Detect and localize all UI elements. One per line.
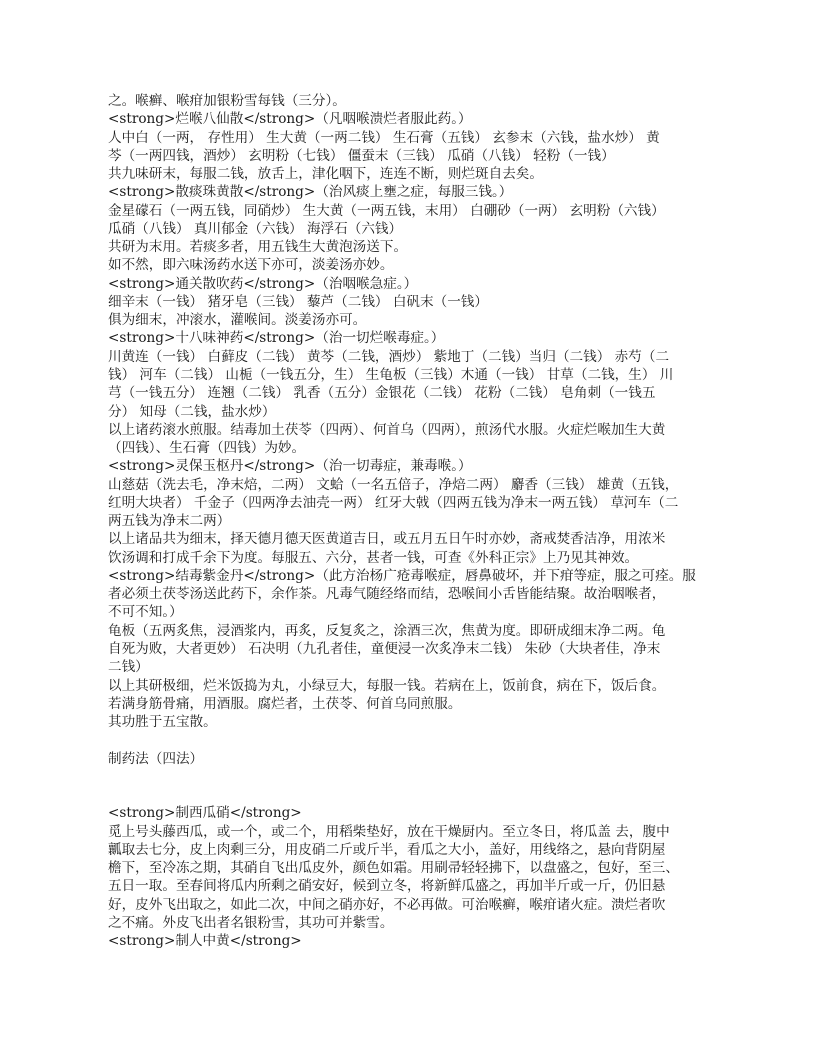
instructions-line: 若满身筋骨痛，用酒服。腐烂者，土茯苓、何首乌同煎服。: [108, 695, 462, 712]
blank-line: [108, 786, 718, 804]
recipe-title-line: <strong>散痰珠黄散</strong>（治风痰上壅之症，每服三钱。）: [108, 184, 513, 201]
ingredients-line: 自死为败，大者更妙） 石决明（九孔者佳，童便浸一次炙净末二钱） 朱砂（大块者佳，净末: [108, 640, 661, 657]
ingredients-line: 钱） 河车（二钱） 山栀（一钱五分，生） 生龟板（三钱）木通（一钱） 甘草（二钱，生） 川: [108, 366, 674, 383]
ingredients-line: 芩（一两四钱，酒炒） 玄明粉（七钱） 僵蚕末（三钱） 瓜硝（八钱） 轻粉（一钱）: [108, 147, 615, 164]
method-text-line: 五日一取。至春间将瓜内所剩之硝安好，候到立冬，将新鲜瓜盛之，再加半斤或一斤，仍旧悬: [108, 878, 666, 895]
ingredients-line: 龟板（五两炙焦，浸酒浆内，再炙，反复炙之，涂酒三次，焦黄为度。即研成细末净二两。龟: [108, 622, 666, 639]
ingredients-line: 瓜硝（八钱） 真川郁金（六钱） 海浮石（六钱）: [108, 220, 403, 237]
ingredients-line: 川黄连（一钱） 白藓皮（二钱） 黄芩（二钱，酒炒） 紫地丁（二钱）当归（二钱） 赤芍（二: [108, 348, 670, 365]
ingredients-line: 红明大块者） 千金子（四两净去油壳一两） 红牙大戟（四两五钱为净末一两五钱） 草河车（二: [108, 494, 679, 511]
ingredients-line: 山慈菇（洗去毛，净末焙，二两） 文蛤（一名五倍子，净焙二两） 麝香（三钱） 雄黄（五钱，: [108, 476, 679, 493]
ingredients-line: 二钱）: [108, 659, 149, 676]
blank-line: [108, 731, 718, 749]
ingredients-line: 细辛末（一钱） 猪牙皂（三钱） 藜芦（二钱） 白矾末（一钱）: [108, 293, 488, 310]
method-text-line: 瓤取去七分，皮上肉剩三分，用皮硝二斤或斤半，看瓜之大小，盖好，用线络之，悬向背阴屋: [108, 841, 666, 858]
recipe-title-line: <strong>十八味神药</strong>（治一切烂喉毒症。）: [108, 330, 445, 347]
method-text-line: 觅上号头藤西瓜，或一个，或二个，用稻柴垫好，放在干燥厨内。至立冬日，将瓜盖 去，腹中: [108, 823, 670, 840]
method-title-line: <strong>制人中黄</strong>: [108, 933, 302, 950]
instructions-line: 饮汤调和打成千余下为度。每服五、六分，甚者一钱，可查《外科正宗》上乃见其神效。: [108, 549, 639, 566]
recipe-title-line: <strong>结毒紫金丹</strong>（此方治杨广疮毒喉症，唇鼻破坏，并下疳等症，服之可痊。服: [108, 567, 696, 584]
recipe-title-line: <strong>灵保玉枢丹</strong>（治一切毒症，兼毒喉。）: [108, 458, 472, 475]
text-line: 之。喉癣、喉疳加银粉雪每钱（三分）。: [108, 93, 346, 109]
recipe-title-line: <strong>烂喉八仙散</strong>（凡咽喉溃烂者服此药。）: [108, 111, 472, 128]
instructions-line: 以上诸药滚水煎服。结毒加土茯苓（四两）、何首乌（四两），煎汤代水服。火症烂喉加生大黄: [108, 421, 666, 438]
recipe-note-line: 者必须土茯苓汤送此药下，余作茶。凡毒气随经络而结，恐喉间小舌皆能结聚。故治咽喉者，: [108, 586, 666, 603]
instructions-line: 其功胜于五宝散。: [108, 714, 217, 731]
instructions-line: 俱为细末，冲滚水，灌喉间。淡姜汤亦可。: [108, 312, 367, 329]
ingredients-line: 分） 知母（二钱，盐水炒）: [108, 403, 276, 420]
method-text-line: 之不痛。外皮飞出者名银粉雪，其功可并紫雪。: [108, 914, 394, 931]
section-heading: 制药法（四法）: [108, 750, 204, 767]
blank-line: [108, 768, 718, 786]
ingredients-line: 芎（一钱五分） 连翘（二钱） 乳香（五分）金银花（二钱） 花粉（二钱） 皂角刺（一钱五: [108, 385, 656, 402]
instructions-line: 共研为末用。若痰多者，用五钱生大黄泡汤送下。: [108, 239, 408, 256]
ingredients-line: 人中白（一两， 存性用） 生大黄（一两二钱） 生石膏（五钱） 玄参末（六钱，盐水炒） 黄: [108, 129, 660, 146]
instructions-line: 共九味研末，每服二钱，放舌上，津化咽下，连连不断，则烂斑自去矣。: [108, 166, 543, 183]
ingredients-line: 两五钱为净末二两）: [108, 513, 231, 530]
instructions-line: 以上其研极细，烂米饭捣为丸，小绿豆大，每服一钱。若病在上，饭前食，病在下，饭后食。: [108, 677, 666, 694]
instructions-line: 如不然，即六味汤药水送下亦可，淡姜汤亦妙。: [108, 257, 394, 274]
method-title-line: <strong>制西瓜硝</strong>: [108, 805, 302, 822]
method-text-line: 檐下，至冷冻之期，其硝自飞出瓜皮外，颜色如霜。用刷帚轻轻拂下，以盘盛之，包好，至三、: [108, 860, 679, 877]
document-page: [108, 92, 718, 950]
method-text-line: 好，皮外飞出取之，如此二次，中间之硝亦好，不必再做。可治喉癣，喉疳诸火症。溃烂者吹: [108, 896, 666, 913]
ingredients-line: 金星礞石（一两五钱，同硝炒） 生大黄（一两五钱，末用） 白硼砂（一两） 玄明粉（六钱）: [108, 202, 665, 219]
instructions-line: （四钱）、生石膏（四钱）为妙。: [108, 440, 306, 457]
instructions-line: 以上诸品共为细末，择天德月德天医黄道吉日，或五月五日午时亦妙，斋戒焚香洁净，用浓米: [108, 531, 666, 548]
recipe-note-line: 不可不知。）: [108, 604, 183, 621]
recipe-title-line: <strong>通关散吹药</strong>（治咽喉急症。）: [108, 275, 418, 292]
